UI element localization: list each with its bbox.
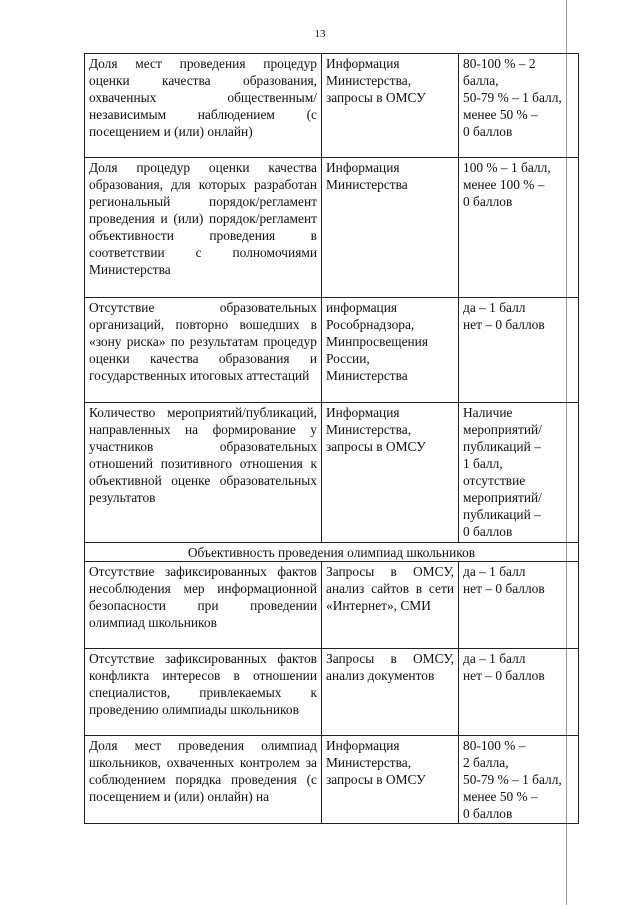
score-cell: 80-100 % – 2 балла, 50-79 % – 1 балл, менее 50 % – 0 баллов [459,736,579,824]
table-row [85,298,579,403]
section-header-row [85,543,579,562]
table-row [85,736,579,824]
source-cell: Информация Министерства, запросы в ОМСУ [322,54,459,158]
score-cell: да – 1 балл нет – 0 баллов [459,649,579,736]
indicator-cell: Отсутствие зафиксированных фактов конфликта интересов в отношении специалистов, привлекаемых к проведению олимпиады школьников [85,649,322,736]
source-cell: Информация Министерства, запросы в ОМСУ [322,736,459,824]
table-row [85,54,579,158]
indicator-cell: Доля мест проведения олимпиад школьников, охваченных контролем за соблюдением порядка проведения (с посещением и (или) онлайн) на [85,736,322,824]
score-cell: да – 1 балл нет – 0 баллов [459,298,579,403]
source-cell: информация Рособрнадзора, Минпросвещения России, Министерства [322,298,459,403]
indicator-cell: Отсутствие зафиксированных фактов несоблюдения мер информационной безопасности при проведении олимпиад школьников [85,562,322,649]
indicator-cell: Доля мест проведения процедур оценки качества образования, охваченных общественным/независимым наблюдением (с посещением и (или) онлайн) [85,54,322,158]
section-title: Объективность проведения олимпиад школьников [85,543,579,562]
indicator-cell: Доля процедур оценки качества образования, для которых разработан региональный порядок/регламент проведения и (или) порядок/регламент объективности проведения в соответствии с полномочиями Министерства [85,158,322,298]
source-cell: Информация Министерства [322,158,459,298]
score-cell: 80-100 % – 2 балла, 50-79 % – 1 балл, менее 50 % – 0 баллов [459,54,579,158]
indicator-cell: Количество мероприятий/публикаций, направленных на формирование у участников образовательных отношений позитивного отношения к объективной оценке образовательных результатов [85,403,322,543]
source-cell: Информация Министерства, запросы в ОМСУ [322,403,459,543]
source-cell: Запросы в ОМСУ, анализ сайтов в сети «Интернет», СМИ [322,562,459,649]
score-cell: Наличие мероприятий/ публикаций – 1 балл, отсутствие мероприятий/ публикаций – 0 баллов [459,403,579,543]
indicator-cell: Отсутствие образовательных организаций, повторно вошедших в «зону риска» по результатам процедур оценки качества образования и государственных итоговых аттестаций [85,298,322,403]
table-row [85,403,579,543]
page-number: 13 [314,28,326,40]
criteria-table [84,53,579,824]
table-row [85,158,579,298]
table-row [85,562,579,649]
score-cell: 100 % – 1 балл, менее 100 % – 0 баллов [459,158,579,298]
score-cell: да – 1 балл нет – 0 баллов [459,562,579,649]
source-cell: Запросы в ОМСУ, анализ документов [322,649,459,736]
table-row [85,649,579,736]
